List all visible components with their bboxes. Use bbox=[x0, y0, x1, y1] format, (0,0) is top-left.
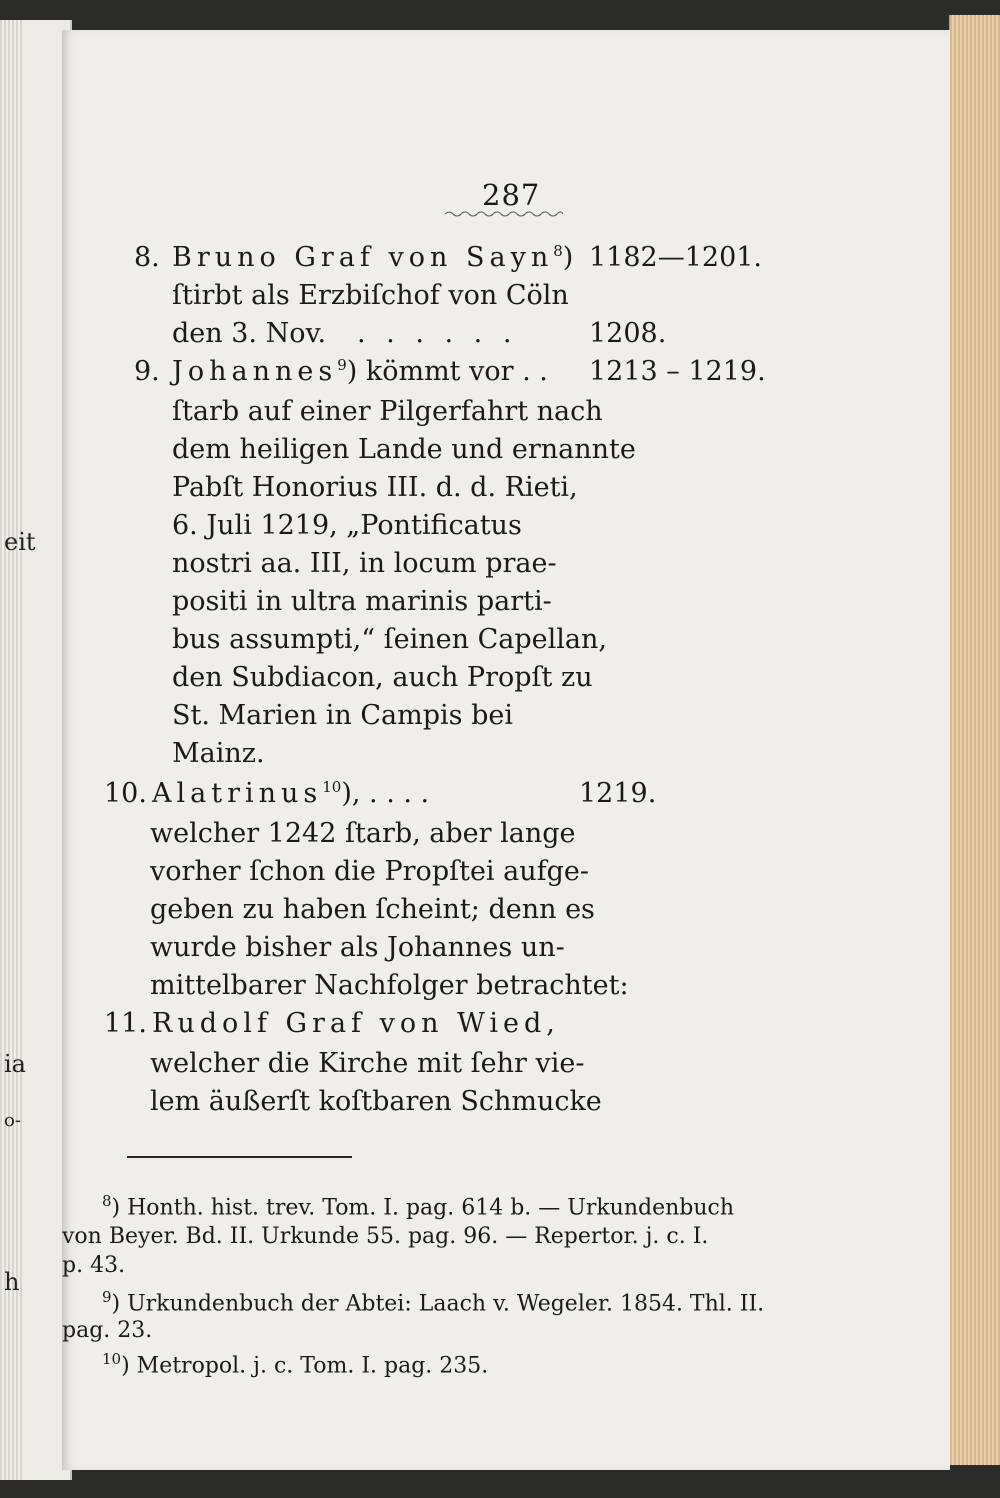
left-fragment: ia bbox=[4, 1050, 26, 1078]
left-page-edge bbox=[0, 20, 22, 1480]
entry-number: 10. bbox=[104, 778, 147, 809]
entry-after: kömmt vor . . bbox=[365, 356, 548, 387]
entry-text: Mainz. bbox=[172, 738, 265, 769]
entry-text: Pabſt Honorius III. d. d. Rieti, bbox=[172, 472, 578, 503]
entry-dates: 1182—1201. bbox=[589, 242, 763, 273]
entry-text: nostri aa. III, in locum prae- bbox=[172, 548, 557, 579]
ornament-rule bbox=[445, 210, 563, 218]
entry-name: Bruno Graf von Sayn bbox=[172, 242, 554, 273]
footnote-rule bbox=[127, 1156, 352, 1158]
footnote-text: Honth. hist. trev. Tom. I. pag. 614 b. — Urkundenbuch bbox=[127, 1195, 735, 1221]
footnote-mark: 10 bbox=[102, 1350, 122, 1368]
entry-text: ſtirbt als Erzbiſchof von Cöln bbox=[172, 280, 569, 311]
entry-name: Rudolf Graf von Wied bbox=[152, 1008, 547, 1039]
entry-name: Alatrinus bbox=[152, 778, 323, 809]
footnote-mark: 8 bbox=[102, 1192, 112, 1210]
entry-dates: 1213 – 1219. bbox=[589, 356, 766, 387]
page-stack-edge bbox=[949, 15, 1000, 1465]
entry-number: 11. bbox=[104, 1008, 147, 1039]
note-ref: 10 bbox=[322, 778, 342, 796]
entry-text: positi in ultra marinis parti- bbox=[172, 586, 552, 617]
entry-text: vorher ſchon die Propſtei aufge- bbox=[150, 856, 590, 887]
entry-text: ſtarb auf einer Pilgerfahrt nach bbox=[172, 396, 603, 427]
footnote-line: $^{10}$) Metropol. j. c. Tom. I. pag. 235. bbox=[102, 1350, 489, 1379]
entry-after: ), . . . . bbox=[341, 778, 430, 809]
entry-text: wurde bisher als Johannes un- bbox=[150, 932, 565, 963]
note-ref: 9 bbox=[337, 356, 347, 374]
footnote-line: $^8$) Honth. hist. trev. Tom. I. pag. 614 b. — Urkundenbuch bbox=[102, 1192, 735, 1221]
entry-name-line bbox=[152, 1008, 555, 1039]
entry-dots: . . . . . . bbox=[357, 318, 518, 349]
entry-text: dem heiligen Lande und ernannte bbox=[172, 434, 636, 465]
left-fragment: h bbox=[4, 1268, 20, 1296]
entry-text: den Subdiacon, auch Propſt zu bbox=[172, 662, 593, 693]
entry-name-line: Bruno Graf von Sayn$^8$) bbox=[172, 242, 574, 273]
entry-dates: 1219. bbox=[579, 778, 657, 809]
left-fragment: o- bbox=[4, 1110, 21, 1131]
footnote-line: $^9$) Urkundenbuch der Abtei: Laach v. Wegeler. 1854. Thl. II. bbox=[102, 1288, 765, 1317]
footnote-text: Urkundenbuch der Abtei: Laach v. Wegeler. 1854. Thl. II. bbox=[127, 1291, 765, 1317]
entry-text: mittelbarer Nachfolger betrachtet: bbox=[150, 970, 629, 1001]
footnote-line: von Beyer. Bd. II. Urkunde 55. pag. 96. — Repertor. j. c. I. bbox=[62, 1224, 709, 1249]
footnote-line: p. 43. bbox=[62, 1253, 126, 1278]
entry-number: 8. bbox=[134, 242, 160, 273]
entry-text: welcher 1242 ſtarb, aber lange bbox=[150, 818, 576, 849]
book-page bbox=[62, 30, 950, 1470]
entry-text: 6. Juli 1219, „Pontificatus bbox=[172, 510, 522, 541]
entry-text: lem äußerſt koſtbaren Schmucke bbox=[150, 1086, 602, 1117]
entry-dates: 1208. bbox=[589, 318, 667, 349]
entry-name-line bbox=[152, 778, 429, 809]
entry-text: geben zu haben ſcheint; denn es bbox=[150, 894, 595, 925]
footnote-text: Metropol. j. c. Tom. I. pag. 235. bbox=[136, 1353, 489, 1379]
entry-text: den 3. Nov. bbox=[172, 318, 327, 349]
entry-name-line: Johannes$^9$) kömmt vor . . bbox=[172, 356, 548, 387]
entry-after: , bbox=[546, 1008, 555, 1039]
page-number: 287 bbox=[482, 178, 541, 212]
entry-text: St. Marien in Campis bei bbox=[172, 700, 513, 731]
footnote-mark: 9 bbox=[102, 1288, 112, 1306]
note-ref: 8 bbox=[553, 242, 563, 260]
entry-name: Johannes bbox=[172, 356, 338, 387]
left-fragment: eit bbox=[4, 528, 36, 556]
entry-number: 9. bbox=[134, 356, 160, 387]
entry-text: bus assumpti,“ ſeinen Capellan, bbox=[172, 624, 607, 655]
footnote-line: pag. 23. bbox=[62, 1318, 153, 1343]
entry-text: welcher die Kirche mit ſehr vie- bbox=[150, 1048, 585, 1079]
